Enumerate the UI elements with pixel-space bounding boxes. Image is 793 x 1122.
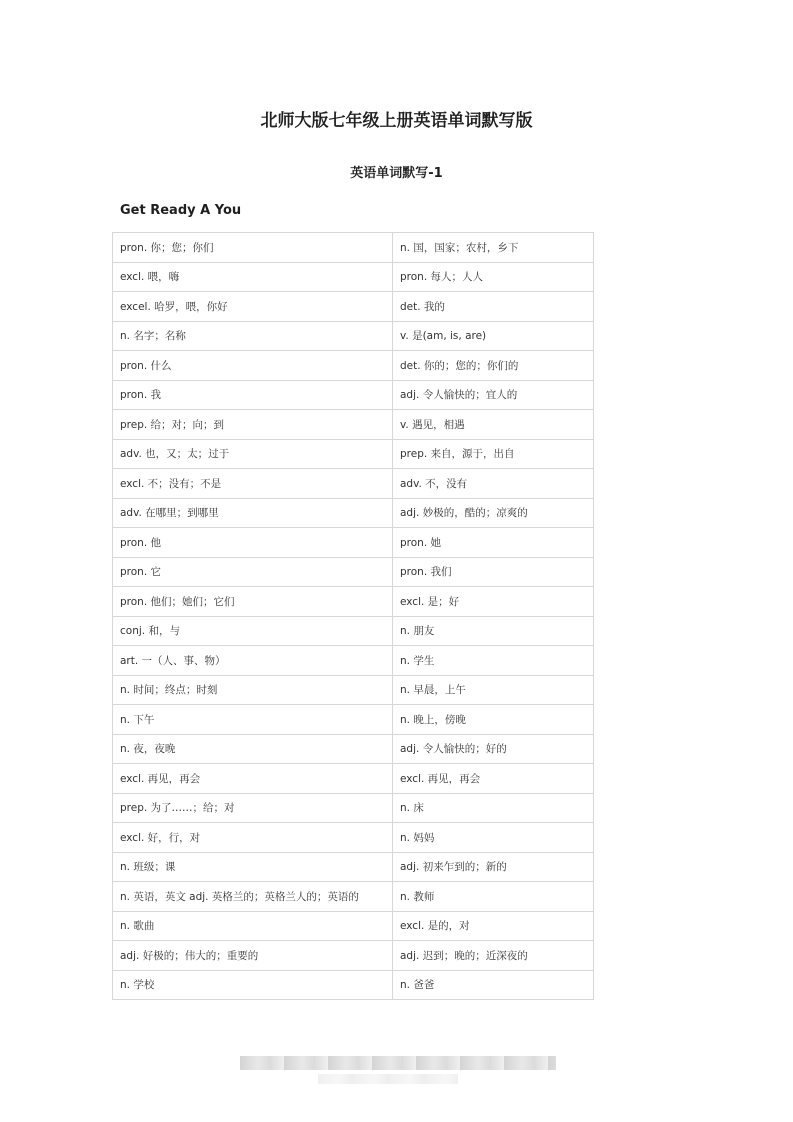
vocab-cell-left: conj. 和，与 <box>113 616 393 646</box>
vocab-cell-left: pron. 我 <box>113 380 393 410</box>
table-row <box>113 823 594 853</box>
vocab-cell-left: excel. 哈罗，喂，你好 <box>113 292 393 322</box>
vocab-cell-left: adj. 好极的；伟大的；重要的 <box>113 941 393 971</box>
vocab-cell-right: n. 早晨，上午 <box>393 675 594 705</box>
vocab-cell-right: excl. 是的，对 <box>393 911 594 941</box>
vocab-cell-left: n. 时间；终点；时刻 <box>113 675 393 705</box>
vocab-cell-right: adj. 迟到；晚的；近深夜的 <box>393 941 594 971</box>
vocab-cell-right: det. 你的；您的；你们的 <box>393 351 594 381</box>
vocab-cell-left: n. 学校 <box>113 970 393 1000</box>
vocabulary-table <box>112 232 594 1000</box>
table-row <box>113 557 594 587</box>
vocab-cell-left: pron. 什么 <box>113 351 393 381</box>
blurred-footer-watermark <box>240 1056 556 1070</box>
table-row <box>113 764 594 794</box>
vocab-cell-left: adv. 也，又；太；过于 <box>113 439 393 469</box>
vocab-cell-left: n. 歌曲 <box>113 911 393 941</box>
vocab-cell-right: n. 国，国家；农村，乡下 <box>393 233 594 263</box>
table-row <box>113 616 594 646</box>
table-row <box>113 734 594 764</box>
vocab-cell-right: n. 教师 <box>393 882 594 912</box>
vocab-cell-right: v. 遇见，相遇 <box>393 410 594 440</box>
table-row <box>113 498 594 528</box>
vocab-cell-right: n. 晚上，傍晚 <box>393 705 594 735</box>
table-row <box>113 439 594 469</box>
vocab-cell-right: pron. 她 <box>393 528 594 558</box>
table-row <box>113 793 594 823</box>
table-row <box>113 410 594 440</box>
vocab-cell-right: n. 妈妈 <box>393 823 594 853</box>
vocab-cell-right: excl. 是；好 <box>393 587 594 617</box>
document-title: 北师大版七年级上册英语单词默写版 <box>260 111 533 131</box>
table-row <box>113 705 594 735</box>
table-row <box>113 941 594 971</box>
vocab-cell-left: excl. 不；没有；不是 <box>113 469 393 499</box>
vocab-cell-left: excl. 再见，再会 <box>113 764 393 794</box>
vocab-cell-left: excl. 好，行，对 <box>113 823 393 853</box>
vocab-cell-right: n. 朋友 <box>393 616 594 646</box>
table-row <box>113 587 594 617</box>
vocab-cell-right: adj. 令人愉快的；宜人的 <box>393 380 594 410</box>
vocab-cell-left: excl. 喂，嗨 <box>113 262 393 292</box>
vocab-cell-right: pron. 我们 <box>393 557 594 587</box>
vocab-cell-left: prep. 给；对；向；到 <box>113 410 393 440</box>
vocab-cell-left: pron. 他 <box>113 528 393 558</box>
vocab-cell-left: n. 下午 <box>113 705 393 735</box>
table-row <box>113 233 594 263</box>
vocab-cell-left: n. 英语，英文 adj. 英格兰的；英格兰人的；英语的 <box>113 882 393 912</box>
blurred-footer-watermark-line <box>318 1074 458 1084</box>
vocab-cell-right: n. 爸爸 <box>393 970 594 1000</box>
vocab-cell-right: n. 学生 <box>393 646 594 676</box>
vocab-cell-right: excl. 再见，再会 <box>393 764 594 794</box>
vocab-cell-right: det. 我的 <box>393 292 594 322</box>
table-row <box>113 469 594 499</box>
vocab-cell-left: pron. 他们；她们；它们 <box>113 587 393 617</box>
vocabulary-table-body <box>113 233 594 1000</box>
table-row <box>113 292 594 322</box>
section-subtitle: 英语单词默写-1 <box>350 166 443 181</box>
table-row <box>113 321 594 351</box>
table-row <box>113 675 594 705</box>
vocab-cell-left: pron. 它 <box>113 557 393 587</box>
vocab-cell-left: prep. 为了……；给；对 <box>113 793 393 823</box>
table-row <box>113 882 594 912</box>
table-row <box>113 852 594 882</box>
vocab-cell-right: adj. 初来乍到的；新的 <box>393 852 594 882</box>
vocab-cell-left: adv. 在哪里；到哪里 <box>113 498 393 528</box>
table-row <box>113 380 594 410</box>
vocab-cell-right: prep. 来自，源于，出自 <box>393 439 594 469</box>
vocab-cell-right: adj. 令人愉快的；好的 <box>393 734 594 764</box>
vocab-cell-right: n. 床 <box>393 793 594 823</box>
table-row <box>113 351 594 381</box>
vocab-cell-left: n. 夜，夜晚 <box>113 734 393 764</box>
vocab-cell-left: n. 名字；名称 <box>113 321 393 351</box>
table-row <box>113 970 594 1000</box>
vocab-cell-left: art. 一（人、事、物） <box>113 646 393 676</box>
table-row <box>113 528 594 558</box>
vocab-cell-right: adv. 不，没有 <box>393 469 594 499</box>
table-row <box>113 646 594 676</box>
vocab-cell-left: pron. 你；您；你们 <box>113 233 393 263</box>
unit-heading: Get Ready A You <box>120 203 242 218</box>
table-row <box>113 262 594 292</box>
vocab-cell-right: pron. 每人；人人 <box>393 262 594 292</box>
vocab-cell-right: v. 是(am, is, are) <box>393 321 594 351</box>
vocab-cell-left: n. 班级；课 <box>113 852 393 882</box>
vocab-cell-right: adj. 妙极的，酷的；凉爽的 <box>393 498 594 528</box>
table-row <box>113 911 594 941</box>
